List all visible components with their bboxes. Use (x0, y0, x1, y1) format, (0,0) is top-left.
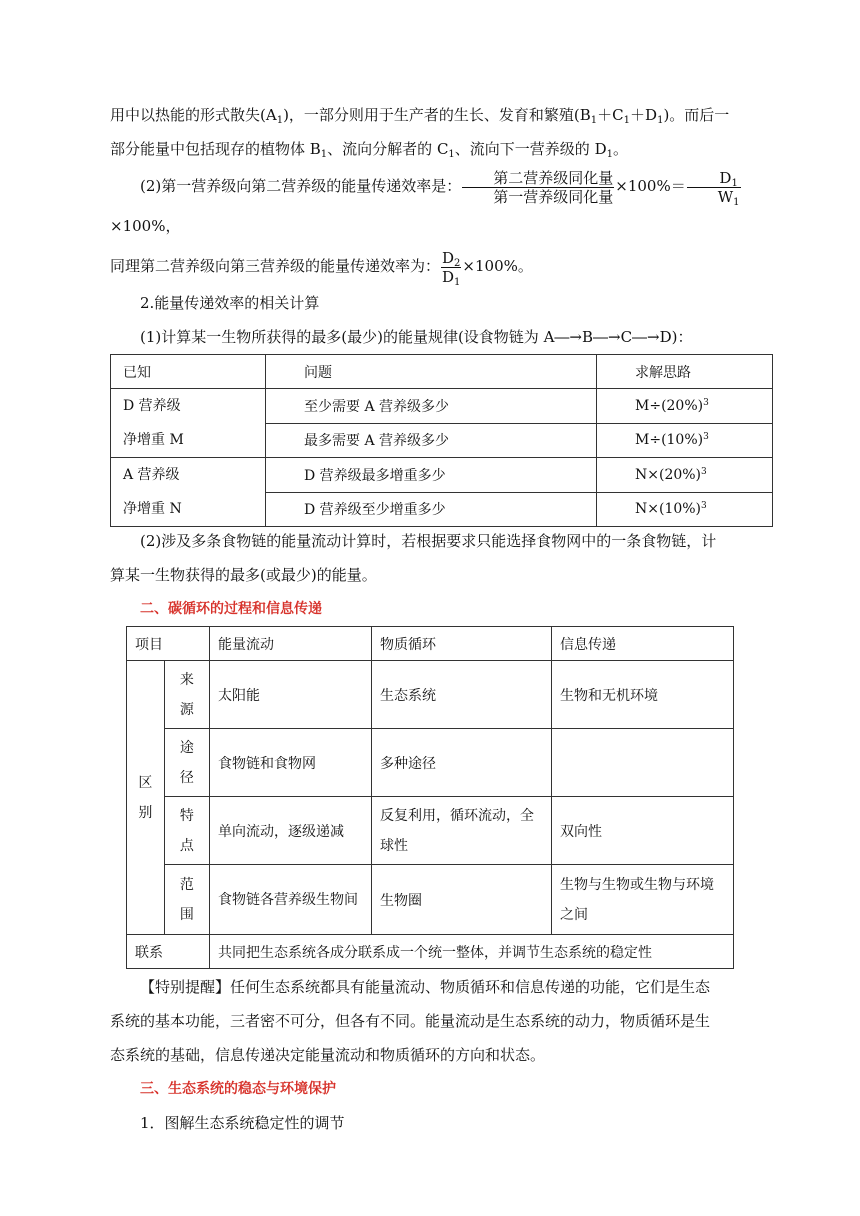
question-cell: D 营养级最多增重多少 (266, 458, 597, 493)
paragraph-special-note-1: 【特别提醒】任何生态系统都具有能量流动、物质循环和信息传递的功能，它们是生态 (140, 978, 711, 996)
label-relation: 联系 (127, 935, 210, 969)
method-cell: $N\times(10\%)^3$ (597, 492, 773, 527)
table-row (111, 355, 773, 389)
cell-energy-feature: 单向流动，逐级递减 (210, 797, 372, 865)
paragraph-stability-diagram: 1．图解生态系统稳定性的调节 (140, 1114, 345, 1132)
section-title-homeostasis: 三、生态系统的稳态与环境保护 (140, 1081, 336, 1097)
cell-info-scope: 生物与生物或生物与环境之间 (552, 865, 734, 935)
label-difference: 区 别 (127, 661, 165, 935)
header-method: 求解思路 (597, 355, 773, 389)
cell-energy-scope: 食物链各营养级生物间 (210, 865, 372, 935)
table-2-wrapper (110, 626, 770, 970)
header-info-transfer: 信息传递 (552, 627, 734, 661)
table-row (127, 661, 734, 729)
known-d-level: D 营养级 净增重 M (111, 389, 266, 458)
paragraph-multi-chain-1: (2)涉及多条食物链的能量流动计算时，若根据要求只能选择食物网中的一条食物链，计 (140, 532, 717, 550)
paragraph-2: 部分能量中包括现存的植物体 $B_1$、流向分解者的 $C_1$、流向下一营养级的 $D_1$。 (110, 140, 628, 160)
cell-info-source: 生物和无机环境 (552, 661, 734, 729)
cell-energy-source: 太阳能 (210, 661, 372, 729)
question-cell: 至少需要 A 营养级多少 (266, 389, 597, 424)
fraction-d2-d1: $\frac{D_2}{D_1}$ (442, 248, 461, 288)
cell-relation: 共同把生态系统各成分联系成一个统一整体，并调节生态系统的稳定性 (210, 935, 734, 969)
table-row (127, 729, 734, 797)
header-energy-flow: 能量流动 (210, 627, 372, 661)
table-row (127, 935, 734, 969)
cell-material-feature: 反复利用，循环流动，全球性 (372, 797, 552, 865)
cell-material-source: 生态系统 (372, 661, 552, 729)
label-feature: 特 点 (164, 797, 209, 865)
document-page (110, 98, 770, 1140)
label-pathway: 途 径 (164, 729, 209, 797)
question-cell: D 营养级至少增重多少 (266, 492, 597, 527)
table-row (111, 389, 773, 424)
table-row (127, 797, 734, 865)
question-cell: 最多需要 A 营养级多少 (266, 423, 597, 458)
cell-material-scope: 生物圈 (372, 865, 552, 935)
cell-energy-pathway: 食物链和食物网 (210, 729, 372, 797)
cell-info-pathway (552, 729, 734, 797)
paragraph-rule: (1)计算某一生物所获得的最多(最少)的能量规律(设食物链为 A―→B―→C―→D)： (140, 328, 693, 346)
table-1-wrapper (110, 354, 770, 524)
paragraph-special-note-3: 态系统的基础，信息传递决定能量流动和物质循环的方向和状态。 (110, 1046, 546, 1064)
paragraph-second-efficiency: 同理第二营养级向第三营养级的能量传递效率为： $\frac{D_2}{D_1}$ ×100%。 (110, 248, 533, 288)
table-row (111, 458, 773, 493)
known-a-level: A 营养级 净增重 N (111, 458, 266, 527)
table-row (127, 627, 734, 661)
header-item: 项目 (127, 627, 210, 661)
header-known: 已知 (111, 355, 266, 389)
cell-material-pathway: 多种途径 (372, 729, 552, 797)
label-scope: 范 围 (164, 865, 209, 935)
table-row (127, 865, 734, 935)
paragraph-efficiency-formula: (2)第一营养级向第二营养级的能量传递效率是： $\frac{\text{第二营养级同化量}}{\text{第一营养级同化量}}$ ×100%＝ $\frac{D_1}{W_1}$ ×100%， (110, 168, 740, 235)
header-question: 问题 (266, 355, 597, 389)
label-source: 来 源 (164, 661, 209, 729)
energy-calc-table (110, 354, 773, 527)
paragraph-1: 用中以热能的形式散失$(A_1)$，一部分则用于生产者的生长、发育和繁殖$(B_1+C_1+D_1)$。而后一 (110, 106, 730, 126)
section-title-carbon-cycle: 二、碳循环的过程和信息传递 (140, 601, 322, 617)
comparison-table (126, 626, 734, 969)
fraction-assimilation: $\frac{\text{第二营养级同化量}}{\text{第一营养级同化量}}$ (462, 169, 614, 206)
method-cell: $M\div(20\%)^3$ (597, 389, 773, 424)
paragraph-multi-chain-2: 算某一生物获得的最多(或最少)的能量。 (110, 566, 377, 584)
header-material-cycle: 物质循环 (372, 627, 552, 661)
method-cell: $N\times(20\%)^3$ (597, 458, 773, 493)
paragraph-special-note-2: 系统的基本功能，三者密不可分，但各有不同。能量流动是生态系统的动力，物质循环是生 (110, 1012, 711, 1030)
fraction-d1-w1: $\frac{D_1}{W_1}$ (687, 169, 741, 206)
section-heading-calc: 2.能量传递效率的相关计算 (140, 294, 320, 312)
cell-info-feature: 双向性 (552, 797, 734, 865)
method-cell: $M\div(10\%)^3$ (597, 423, 773, 458)
